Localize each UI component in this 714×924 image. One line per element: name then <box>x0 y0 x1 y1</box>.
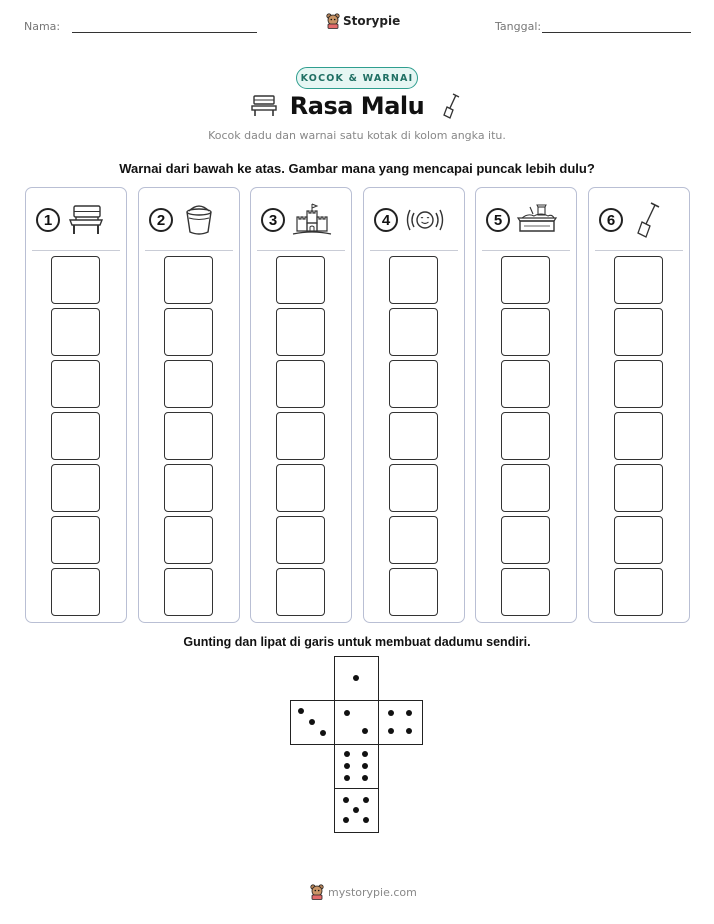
column-3 <box>250 187 352 623</box>
color-cell[interactable] <box>164 464 213 512</box>
shovel-icon <box>440 92 460 120</box>
color-cell[interactable] <box>501 568 550 616</box>
color-cell[interactable] <box>164 256 213 304</box>
activity-badge: KOCOK & WARNAI <box>296 67 418 89</box>
color-cell[interactable] <box>389 412 438 460</box>
color-cell[interactable] <box>614 568 663 616</box>
cut-instruction: Gunting dan lipat di garis untuk membuat dadumu sendiri. <box>183 635 531 649</box>
column-number: 4 <box>374 208 398 232</box>
color-cell[interactable] <box>389 464 438 512</box>
color-cell[interactable] <box>51 360 100 408</box>
color-cell[interactable] <box>501 412 550 460</box>
page-subtitle: Kocok dadu dan warnai satu kotak di kolom angka itu. <box>208 129 506 142</box>
die-face-2 <box>334 700 379 745</box>
footer-url[interactable]: mystorypie.com <box>328 885 417 899</box>
column-number: 3 <box>261 208 285 232</box>
color-cell[interactable] <box>501 464 550 512</box>
color-cell[interactable] <box>276 516 325 564</box>
brand-logo <box>326 13 400 29</box>
color-cell[interactable] <box>501 308 550 356</box>
page-title: Rasa Malu <box>289 92 425 120</box>
color-cell[interactable] <box>501 516 550 564</box>
name-line <box>72 32 257 33</box>
sandbox-icon <box>516 203 558 237</box>
color-cell[interactable] <box>276 464 325 512</box>
color-cell[interactable] <box>51 412 100 460</box>
column-5 <box>475 187 577 623</box>
date-line <box>542 32 691 33</box>
color-cell[interactable] <box>164 568 213 616</box>
color-cell[interactable] <box>51 568 100 616</box>
column-2 <box>138 187 240 623</box>
column-4 <box>363 187 465 623</box>
shovel-icon <box>629 200 669 240</box>
column-1 <box>25 187 127 623</box>
color-cell[interactable] <box>389 256 438 304</box>
name-label: Nama: <box>24 20 61 33</box>
bucket-icon <box>179 203 219 237</box>
column-6 <box>588 187 690 623</box>
color-cell[interactable] <box>164 412 213 460</box>
color-cell[interactable] <box>614 412 663 460</box>
color-cell[interactable] <box>164 516 213 564</box>
column-number: 1 <box>36 208 60 232</box>
color-cell[interactable] <box>614 360 663 408</box>
color-cell[interactable] <box>614 256 663 304</box>
column-number: 2 <box>149 208 173 232</box>
color-cell[interactable] <box>389 516 438 564</box>
bear-icon <box>310 884 324 900</box>
color-cell[interactable] <box>51 308 100 356</box>
color-cell[interactable] <box>276 308 325 356</box>
shy-face-icon <box>404 203 446 237</box>
color-cell[interactable] <box>51 516 100 564</box>
bench-icon <box>66 203 106 237</box>
footer <box>310 884 417 900</box>
sandcastle-icon <box>291 203 333 237</box>
instruction-text: Warnai dari bawah ke atas. Gambar mana yang mencapai puncak lebih dulu? <box>119 161 595 176</box>
color-cell[interactable] <box>51 464 100 512</box>
color-cell[interactable] <box>276 256 325 304</box>
color-cell[interactable] <box>614 308 663 356</box>
column-number: 5 <box>486 208 510 232</box>
color-cell[interactable] <box>501 360 550 408</box>
color-cell[interactable] <box>389 308 438 356</box>
column-number: 6 <box>599 208 623 232</box>
die-face-1 <box>334 656 379 701</box>
color-cell[interactable] <box>276 412 325 460</box>
color-cell[interactable] <box>164 308 213 356</box>
color-cell[interactable] <box>614 516 663 564</box>
die-face-3 <box>290 700 335 745</box>
color-cell[interactable] <box>276 568 325 616</box>
bear-icon <box>326 13 340 29</box>
color-cell[interactable] <box>164 360 213 408</box>
color-cell[interactable] <box>501 256 550 304</box>
die-face-5 <box>334 788 379 833</box>
color-cell[interactable] <box>51 256 100 304</box>
date-label: Tanggal: <box>495 20 542 33</box>
brand-name: Storypie <box>343 14 401 28</box>
die-face-6 <box>334 744 379 789</box>
color-cell[interactable] <box>389 568 438 616</box>
color-cell[interactable] <box>389 360 438 408</box>
color-cell[interactable] <box>276 360 325 408</box>
die-face-4 <box>378 700 423 745</box>
color-cell[interactable] <box>614 464 663 512</box>
